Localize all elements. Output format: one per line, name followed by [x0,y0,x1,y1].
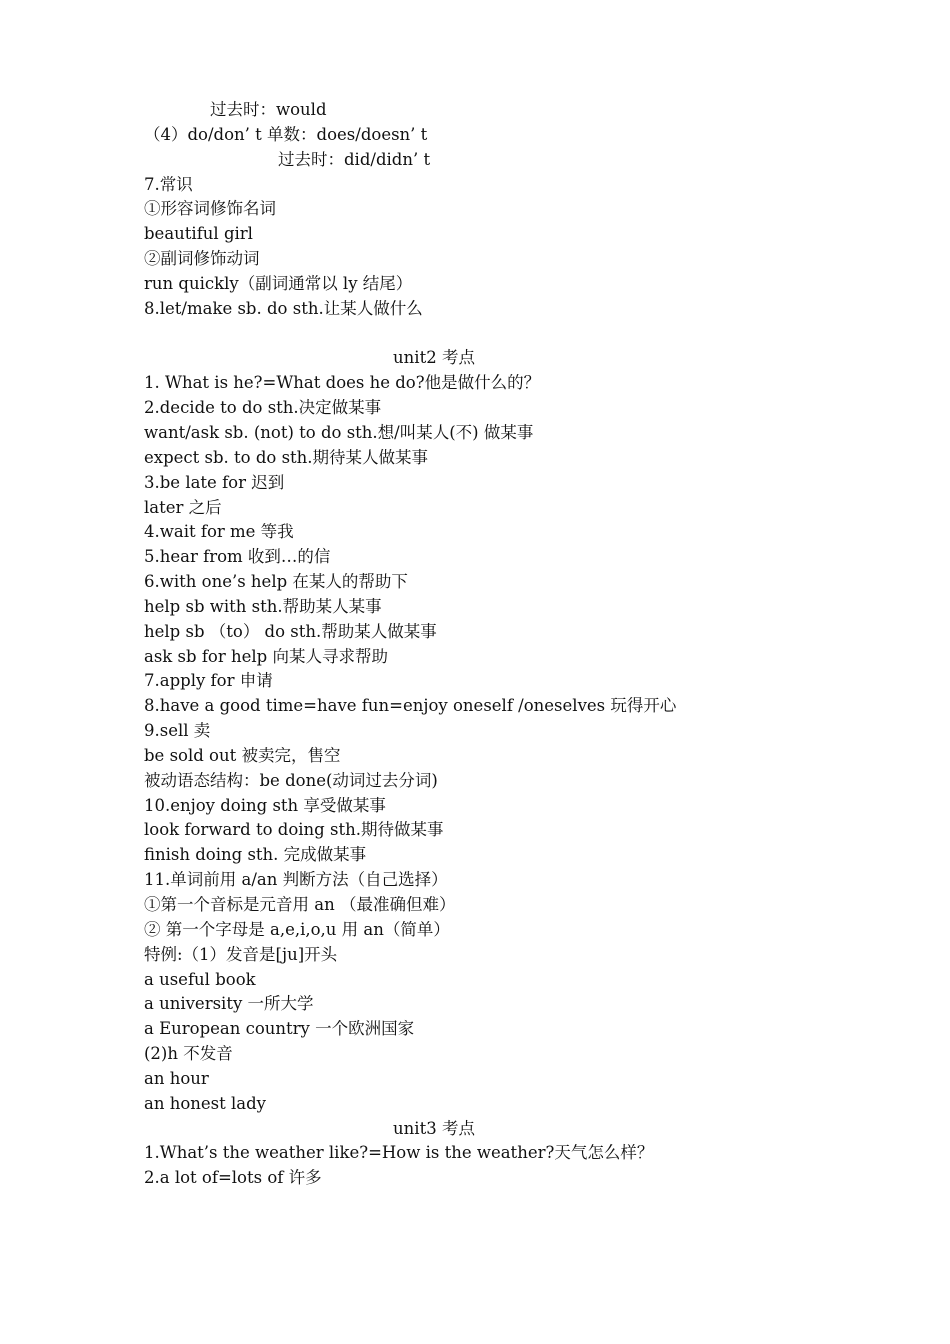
text-line: 过去时：did/didn’ t [278,149,431,169]
text-line: help sb （to） do sth.帮助某人做某事 [144,621,437,641]
section-item: 7.常识 [144,174,193,194]
text-line: 被动语态结构：be done(动词过去分词) [144,770,438,790]
text-line: a useful book [144,969,256,989]
text-line: ①第一个音标是元音用 an （最准确但难） [144,895,456,914]
text-line: beautiful girl [144,224,253,244]
text-line: 4.wait for me 等我 [144,522,294,542]
text-line: want/ask sb. (not) to do sth.想/叫某人(不) 做某事 [144,422,534,442]
text-line: 2.a lot of=lots of 许多 [144,1168,322,1188]
text-line: be sold out 被卖完，售空 [144,745,341,765]
text-line: an hour [144,1068,209,1088]
text-line: 6.with one’s help 在某人的帮助下 [144,572,408,592]
unit-heading: unit2 考点 [393,348,475,368]
text-line: 1. What is he?=What does he do?他是做什么的？ [144,373,541,393]
text-line: a European country 一个欧洲国家 [144,1019,415,1039]
text-line: 11.单词前用 a/an 判断方法（自己选择） [144,870,448,890]
text-line: 2.decide to do sth.决定做某事 [144,398,382,418]
text-line: （4）do/don’ t 单数：does/doesn’ t [144,124,428,144]
text-line: 8.have a good time=have fun=enjoy oneself /oneselves 玩得开心 [144,696,677,716]
text-line: finish doing sth. 完成做某事 [144,845,367,865]
text-line: later 之后 [144,497,222,517]
text-line: expect sb. to do sth.期待某人做某事 [144,447,429,467]
text-line: (2)h 不发音 [144,1044,233,1064]
text-line: a university 一所大学 [144,994,314,1014]
spacer [144,322,824,347]
unit-heading: unit3 考点 [393,1118,475,1138]
text-line: 9.sell 卖 [144,721,211,741]
text-line: ② 第一个字母是 a,e,i,o,u 用 an（简单） [144,919,450,939]
text-line: an honest lady [144,1093,267,1113]
text-line: 1.What’s the weather like?=How is the weather?天气怎么样？ [144,1143,654,1163]
text-line: look forward to doing sth.期待做某事 [144,820,444,840]
text-line: 8.let/make sb. do sth.让某人做什么 [144,298,423,318]
text-line: 3.be late for 迟到 [144,472,285,492]
text-line: 7.apply for 申请 [144,671,273,691]
text-line: run quickly（副词通常以 ly 结尾） [144,273,413,293]
text-line: 10.enjoy doing sth 享受做某事 [144,795,386,815]
text-line: 5.hear from 收到…的信 [144,547,331,567]
text-line: 特例:（1）发音是[ju]开头 [144,944,338,964]
text-line: ②副词修饰动词 [144,249,260,269]
text-line: help sb with sth.帮助某人某事 [144,596,382,616]
text-line: ①形容词修饰名词 [144,199,276,219]
document-body [144,98,824,1191]
text-line: 过去时：would [210,100,327,119]
text-line: ask sb for help 向某人寻求帮助 [144,646,388,666]
